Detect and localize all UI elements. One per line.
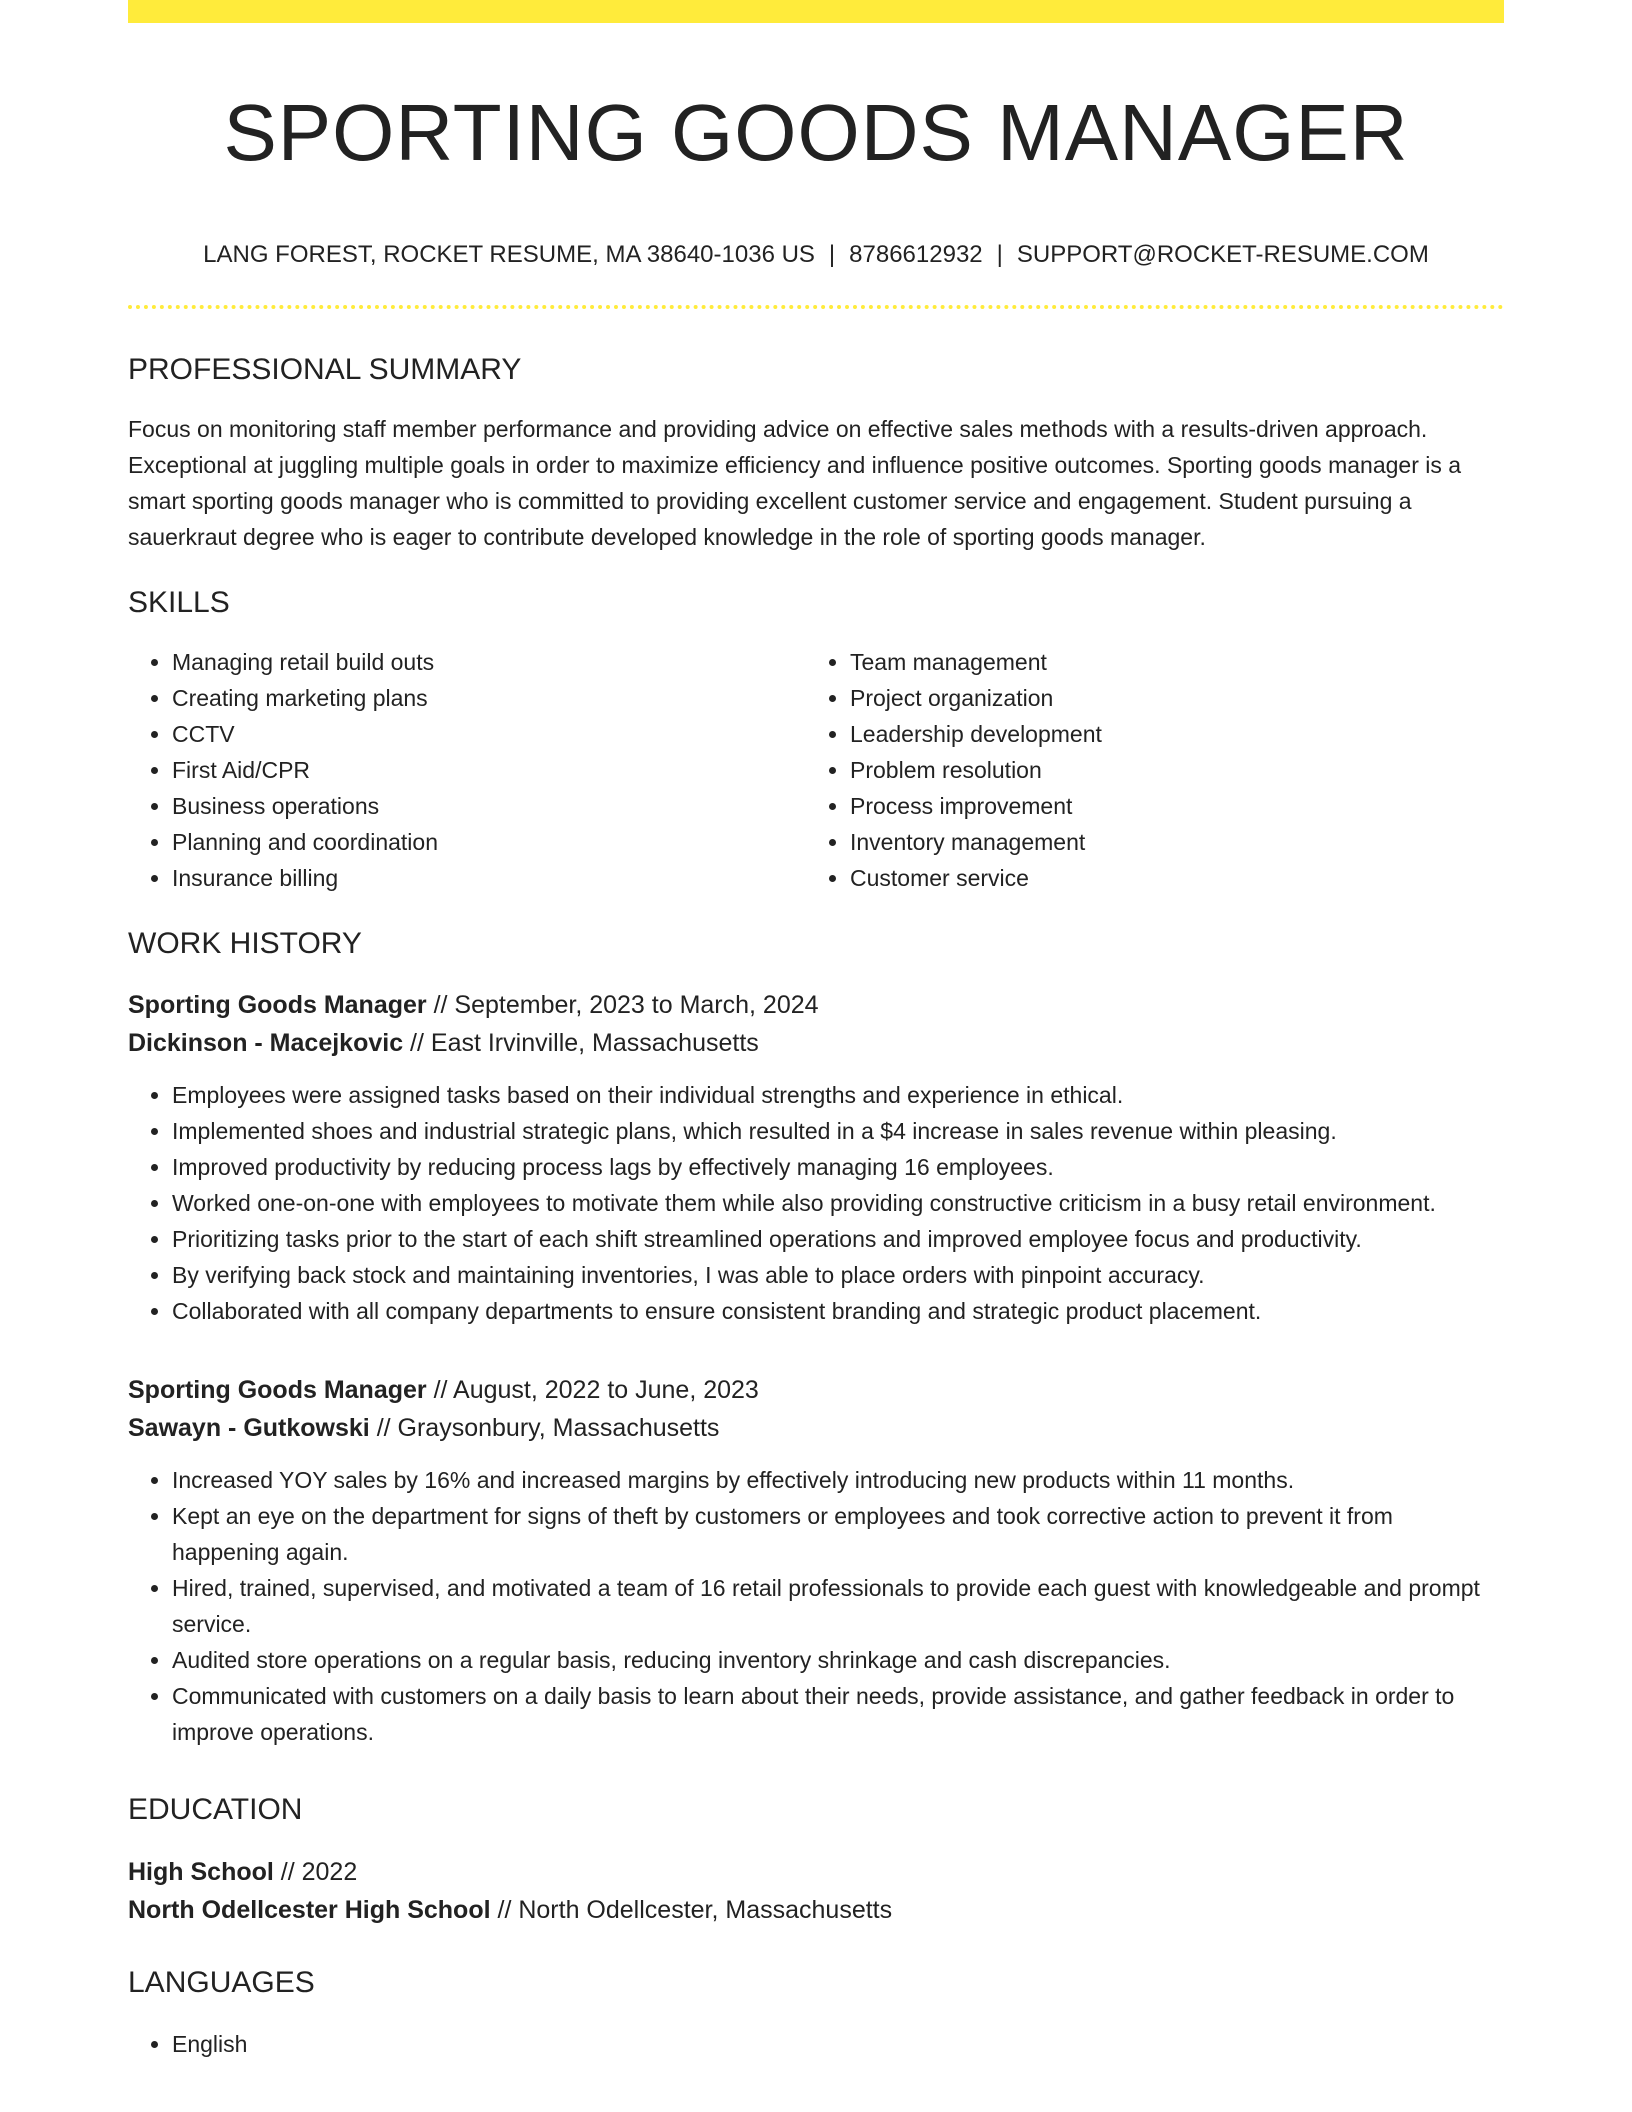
job-title-line bbox=[128, 986, 1504, 1024]
job-bullet: • Implemented shoes and industrial strategic plans, which resulted in a $4 increase in sales revenue within pleasing. bbox=[172, 1113, 1504, 1149]
job-bullet: • Worked one-on-one with employees to motivate them while also providing constructive criticism in a busy retail environment. bbox=[172, 1185, 1504, 1221]
contact-separator: | bbox=[828, 241, 836, 268]
job-role: Sporting Goods Manager bbox=[128, 1376, 427, 1404]
work-history-heading: WORK HISTORY bbox=[128, 927, 362, 960]
education-heading: EDUCATION bbox=[128, 1793, 303, 1826]
job-company: Dickinson - Macejkovic bbox=[128, 1029, 404, 1057]
contact-phone: 8786612932 bbox=[849, 241, 983, 268]
education-year: // 2022 bbox=[273, 1858, 358, 1886]
skills-left-column bbox=[128, 644, 806, 896]
job-dates: // August, 2022 to June, 2023 bbox=[426, 1376, 759, 1404]
languages-list bbox=[128, 2026, 1504, 2062]
languages-heading: LANGUAGES bbox=[128, 1966, 315, 1999]
job-company: Sawayn - Gutkowski bbox=[128, 1414, 370, 1442]
education-school: North Odellcester High School bbox=[128, 1896, 491, 1924]
contact-email: SUPPORT@ROCKET-RESUME.COM bbox=[1016, 241, 1429, 268]
job-bullet-list bbox=[128, 1462, 1504, 1750]
job-bullet: • Improved productivity by reducing process lags by effectively managing 16 employees. bbox=[172, 1149, 1504, 1185]
skill-item: • Project organization bbox=[850, 680, 1484, 716]
job-bullet: • Increased YOY sales by 16% and increased margins by effectively introducing new products within 11 months. bbox=[172, 1462, 1504, 1498]
skill-item: • Leadership development bbox=[850, 716, 1484, 752]
job-bullet: • Communicated with customers on a daily basis to learn about their needs, provide assistance, and gather feedback in order to improve operations. bbox=[172, 1678, 1504, 1750]
language-item: • English bbox=[172, 2026, 1504, 2062]
accent-top-bar bbox=[128, 0, 1504, 23]
education-school-line bbox=[128, 1891, 1504, 1929]
resume-page bbox=[128, 0, 1504, 2062]
job-bullet: • By verifying back stock and maintaining inventories, I was able to place orders with pinpoint accuracy. bbox=[172, 1257, 1504, 1293]
dotted-divider bbox=[128, 305, 1504, 309]
skill-item: • First Aid/CPR bbox=[172, 752, 806, 788]
resume-name-title: SPORTING GOODS MANAGER bbox=[223, 88, 1409, 177]
job-role: Sporting Goods Manager bbox=[128, 991, 427, 1019]
skills-right-column bbox=[806, 644, 1484, 896]
job-company-line bbox=[128, 1409, 1504, 1447]
skill-item: • Creating marketing plans bbox=[172, 680, 806, 716]
job-title-line bbox=[128, 1371, 1504, 1409]
summary-text: Focus on monitoring staff member performance and providing advice on effective sales methods with a results-driven approach. Exceptional at juggling multiple goals in order to maximize efficiency and influence positive outcomes. Sporting goods manager is a smart sporting goods manager who is committed to providing excellent customer service and engagement. Student pursuing a sauerkraut degree who is eager to contribute developed knowledge in the role of sporting goods manager. bbox=[128, 416, 1462, 550]
contact-address: LANG FOREST, ROCKET RESUME, MA 38640-1036 US bbox=[203, 241, 815, 268]
skill-item: • Team management bbox=[850, 644, 1484, 680]
skill-item: • Business operations bbox=[172, 788, 806, 824]
job-location: // Graysonbury, Massachusetts bbox=[369, 1414, 720, 1442]
job-company-line bbox=[128, 1024, 1504, 1062]
skills-grid bbox=[128, 644, 1504, 896]
education-degree-line bbox=[128, 1853, 1504, 1891]
skill-item: • Planning and coordination bbox=[172, 824, 806, 860]
job-location: // East Irvinville, Massachusetts bbox=[403, 1029, 759, 1057]
skill-item: • Inventory management bbox=[850, 824, 1484, 860]
skill-item: • Customer service bbox=[850, 860, 1484, 896]
skill-item: • Managing retail build outs bbox=[172, 644, 806, 680]
contact-line bbox=[128, 240, 1504, 270]
summary-heading: PROFESSIONAL SUMMARY bbox=[128, 353, 522, 386]
skill-item: • CCTV bbox=[172, 716, 806, 752]
contact-separator: | bbox=[996, 241, 1003, 268]
education-degree: High School bbox=[128, 1858, 274, 1886]
skills-heading: SKILLS bbox=[128, 586, 230, 619]
skill-item: • Insurance billing bbox=[172, 860, 806, 896]
job-bullet: • Kept an eye on the department for signs of theft by customers or employees and took corrective action to prevent it from happening again. bbox=[172, 1498, 1504, 1570]
skill-item: • Process improvement bbox=[850, 788, 1484, 824]
job-bullet: • Prioritizing tasks prior to the start of each shift streamlined operations and improved employee focus and productivity. bbox=[172, 1221, 1504, 1257]
skill-item: • Problem resolution bbox=[850, 752, 1484, 788]
job-bullet-list bbox=[128, 1077, 1504, 1329]
job-dates: // September, 2023 to March, 2024 bbox=[426, 991, 819, 1019]
job-bullet: • Hired, trained, supervised, and motivated a team of 16 retail professionals to provide each guest with knowledgeable and prompt service. bbox=[172, 1570, 1504, 1642]
job-bullet: • Audited store operations on a regular basis, reducing inventory shrinkage and cash discrepancies. bbox=[172, 1642, 1504, 1678]
job-bullet: • Employees were assigned tasks based on their individual strengths and experience in ethical. bbox=[172, 1077, 1504, 1113]
education-location: // North Odellcester, Massachusetts bbox=[490, 1896, 893, 1924]
job-bullet: • Collaborated with all company departments to ensure consistent branding and strategic product placement. bbox=[172, 1293, 1504, 1329]
